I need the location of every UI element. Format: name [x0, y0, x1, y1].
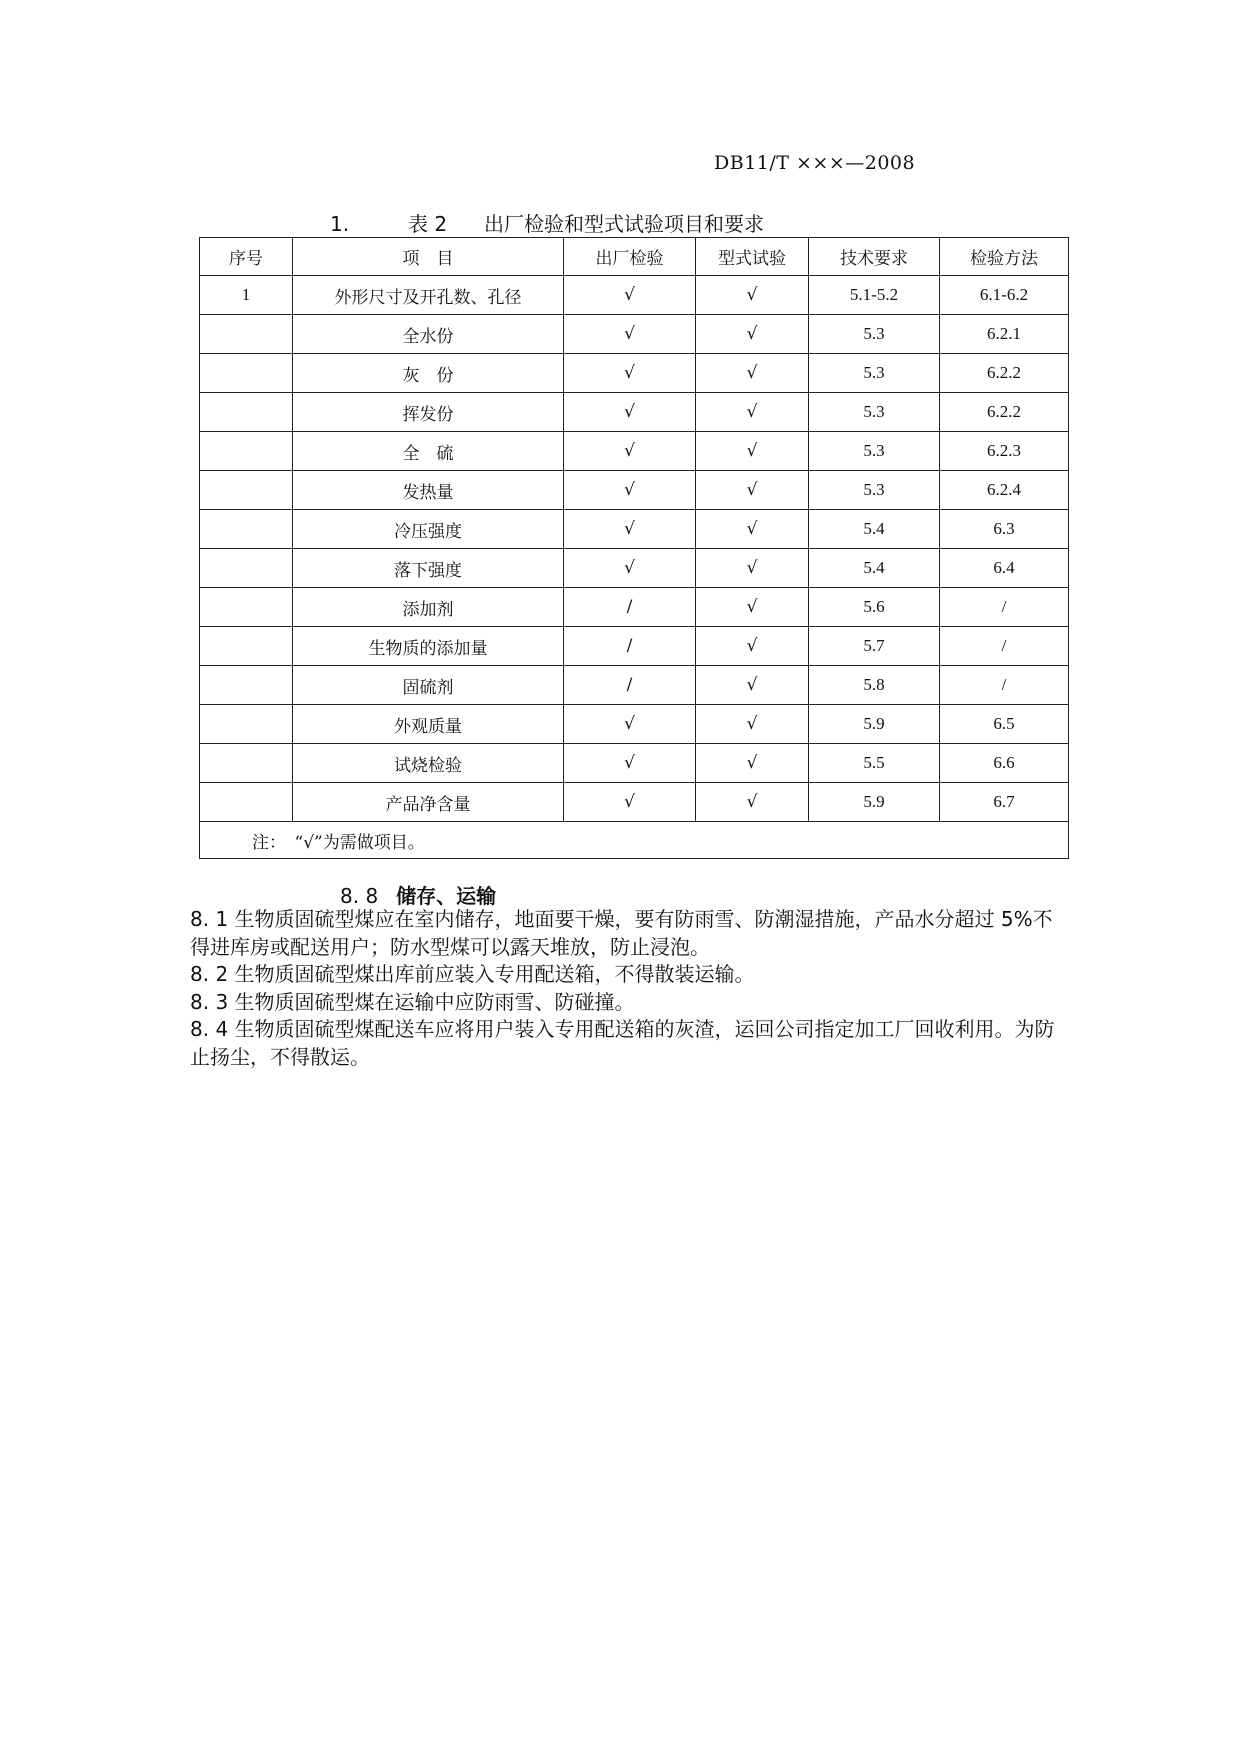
row-number-cell	[200, 510, 293, 549]
type-test-cell: √	[696, 393, 809, 432]
type-test-cell: √	[696, 276, 809, 315]
table-row	[200, 549, 1069, 588]
type-test-cell: √	[696, 705, 809, 744]
row-number-cell	[200, 549, 293, 588]
table-caption	[330, 208, 764, 237]
item-name-cell: 挥发份	[293, 393, 564, 432]
row-number-cell	[200, 315, 293, 354]
table-row	[200, 393, 1069, 432]
type-test-cell: √	[696, 627, 809, 666]
caption-title: 出厂检验和型式试验项目和要求	[484, 212, 764, 236]
test-method-cell: 6.2.1	[940, 315, 1069, 354]
inspection-requirements-table	[199, 237, 1069, 859]
item-name-cell: 全 硫	[293, 432, 564, 471]
column-header: 型式试验	[696, 238, 809, 276]
column-header: 技术要求	[809, 238, 940, 276]
caption-table-number: 表 2	[408, 212, 448, 236]
type-test-cell: √	[696, 354, 809, 393]
table-row	[200, 744, 1069, 783]
row-number-cell	[200, 744, 293, 783]
item-name-cell: 固硫剂	[293, 666, 564, 705]
table-note-row	[200, 822, 1069, 859]
factory-inspection-cell: /	[564, 588, 696, 627]
row-number-cell	[200, 432, 293, 471]
column-header: 检验方法	[940, 238, 1069, 276]
type-test-cell: √	[696, 432, 809, 471]
row-number-cell	[200, 627, 293, 666]
technical-requirement-cell: 5.1-5.2	[809, 276, 940, 315]
factory-inspection-cell: √	[564, 432, 696, 471]
paragraph: 8. 1 生物质固硫型煤应在室内储存，地面要干燥，要有防雨雪、防潮湿措施，产品水分超过 5%不得进库房或配送用户；防水型煤可以露天堆放，防止浸泡。	[190, 907, 1053, 959]
test-method-cell: 6.2.2	[940, 393, 1069, 432]
factory-inspection-cell: √	[564, 510, 696, 549]
technical-requirement-cell: 5.6	[809, 588, 940, 627]
type-test-cell: √	[696, 549, 809, 588]
table-body	[200, 276, 1069, 822]
caption-number: 1.	[330, 212, 350, 236]
section-body	[190, 906, 1070, 1071]
document-code: DB11/T ×××—2008	[714, 152, 916, 174]
factory-inspection-cell: √	[564, 393, 696, 432]
row-number-cell	[200, 354, 293, 393]
section-heading	[340, 880, 496, 909]
row-number-cell	[200, 393, 293, 432]
factory-inspection-cell: √	[564, 354, 696, 393]
paragraph: 8. 3 生物质固硫型煤在运输中应防雨雪、防碰撞。	[190, 989, 635, 1014]
item-name-cell: 发热量	[293, 471, 564, 510]
test-method-cell: 6.2.4	[940, 471, 1069, 510]
technical-requirement-cell: 5.4	[809, 510, 940, 549]
row-number-cell	[200, 471, 293, 510]
table-row	[200, 471, 1069, 510]
test-method-cell: /	[940, 627, 1069, 666]
row-number-cell	[200, 666, 293, 705]
factory-inspection-cell: √	[564, 471, 696, 510]
technical-requirement-cell: 5.8	[809, 666, 940, 705]
item-name-cell: 生物质的添加量	[293, 627, 564, 666]
table-row	[200, 705, 1069, 744]
item-name-cell: 落下强度	[293, 549, 564, 588]
type-test-cell: √	[696, 471, 809, 510]
technical-requirement-cell: 5.3	[809, 354, 940, 393]
test-method-cell: 6.2.3	[940, 432, 1069, 471]
technical-requirement-cell: 5.9	[809, 783, 940, 822]
row-number-cell: 1	[200, 276, 293, 315]
table-row	[200, 510, 1069, 549]
item-name-cell: 灰 份	[293, 354, 564, 393]
item-name-cell: 试烧检验	[293, 744, 564, 783]
type-test-cell: √	[696, 666, 809, 705]
item-name-cell: 添加剂	[293, 588, 564, 627]
test-method-cell: /	[940, 588, 1069, 627]
item-name-cell: 产品净含量	[293, 783, 564, 822]
row-number-cell	[200, 705, 293, 744]
factory-inspection-cell: √	[564, 705, 696, 744]
type-test-cell: √	[696, 315, 809, 354]
test-method-cell: 6.2.2	[940, 354, 1069, 393]
paragraph: 8. 2 生物质固硫型煤出库前应装入专用配送箱，不得散装运输。	[190, 962, 755, 986]
column-header: 序号	[200, 238, 293, 276]
test-method-cell: 6.3	[940, 510, 1069, 549]
type-test-cell: √	[696, 510, 809, 549]
technical-requirement-cell: 5.3	[809, 315, 940, 354]
table-row	[200, 666, 1069, 705]
test-method-cell: 6.1-6.2	[940, 276, 1069, 315]
type-test-cell: √	[696, 744, 809, 783]
item-name-cell: 全水份	[293, 315, 564, 354]
factory-inspection-cell: √	[564, 744, 696, 783]
technical-requirement-cell: 5.7	[809, 627, 940, 666]
technical-requirement-cell: 5.3	[809, 471, 940, 510]
table-row	[200, 354, 1069, 393]
item-name-cell: 外形尺寸及开孔数、孔径	[293, 276, 564, 315]
table-row	[200, 432, 1069, 471]
test-method-cell: 6.4	[940, 549, 1069, 588]
table-row	[200, 783, 1069, 822]
paragraph: 8. 4 生物质固硫型煤配送车应将用户装入专用配送箱的灰渣，运回公司指定加工厂回收利用。为防止扬尘，不得散运。	[190, 1017, 1055, 1069]
section-number: 8. 8	[340, 884, 379, 908]
column-header: 出厂检验	[564, 238, 696, 276]
technical-requirement-cell: 5.5	[809, 744, 940, 783]
table-row	[200, 276, 1069, 315]
technical-requirement-cell: 5.9	[809, 705, 940, 744]
technical-requirement-cell: 5.3	[809, 432, 940, 471]
column-header: 项 目	[293, 238, 564, 276]
factory-inspection-cell: √	[564, 549, 696, 588]
table-header-row	[200, 238, 1069, 276]
table-row	[200, 315, 1069, 354]
test-method-cell: 6.7	[940, 783, 1069, 822]
factory-inspection-cell: √	[564, 276, 696, 315]
table-note: 注： “√”为需做项目。	[200, 822, 1069, 859]
row-number-cell	[200, 588, 293, 627]
test-method-cell: 6.6	[940, 744, 1069, 783]
factory-inspection-cell: /	[564, 627, 696, 666]
technical-requirement-cell: 5.3	[809, 393, 940, 432]
item-name-cell: 外观质量	[293, 705, 564, 744]
table-row	[200, 588, 1069, 627]
type-test-cell: √	[696, 588, 809, 627]
factory-inspection-cell: √	[564, 315, 696, 354]
factory-inspection-cell: √	[564, 783, 696, 822]
row-number-cell	[200, 783, 293, 822]
item-name-cell: 冷压强度	[293, 510, 564, 549]
test-method-cell: /	[940, 666, 1069, 705]
technical-requirement-cell: 5.4	[809, 549, 940, 588]
factory-inspection-cell: /	[564, 666, 696, 705]
table-row	[200, 627, 1069, 666]
section-title: 储存、运输	[396, 884, 497, 908]
test-method-cell: 6.5	[940, 705, 1069, 744]
type-test-cell: √	[696, 783, 809, 822]
